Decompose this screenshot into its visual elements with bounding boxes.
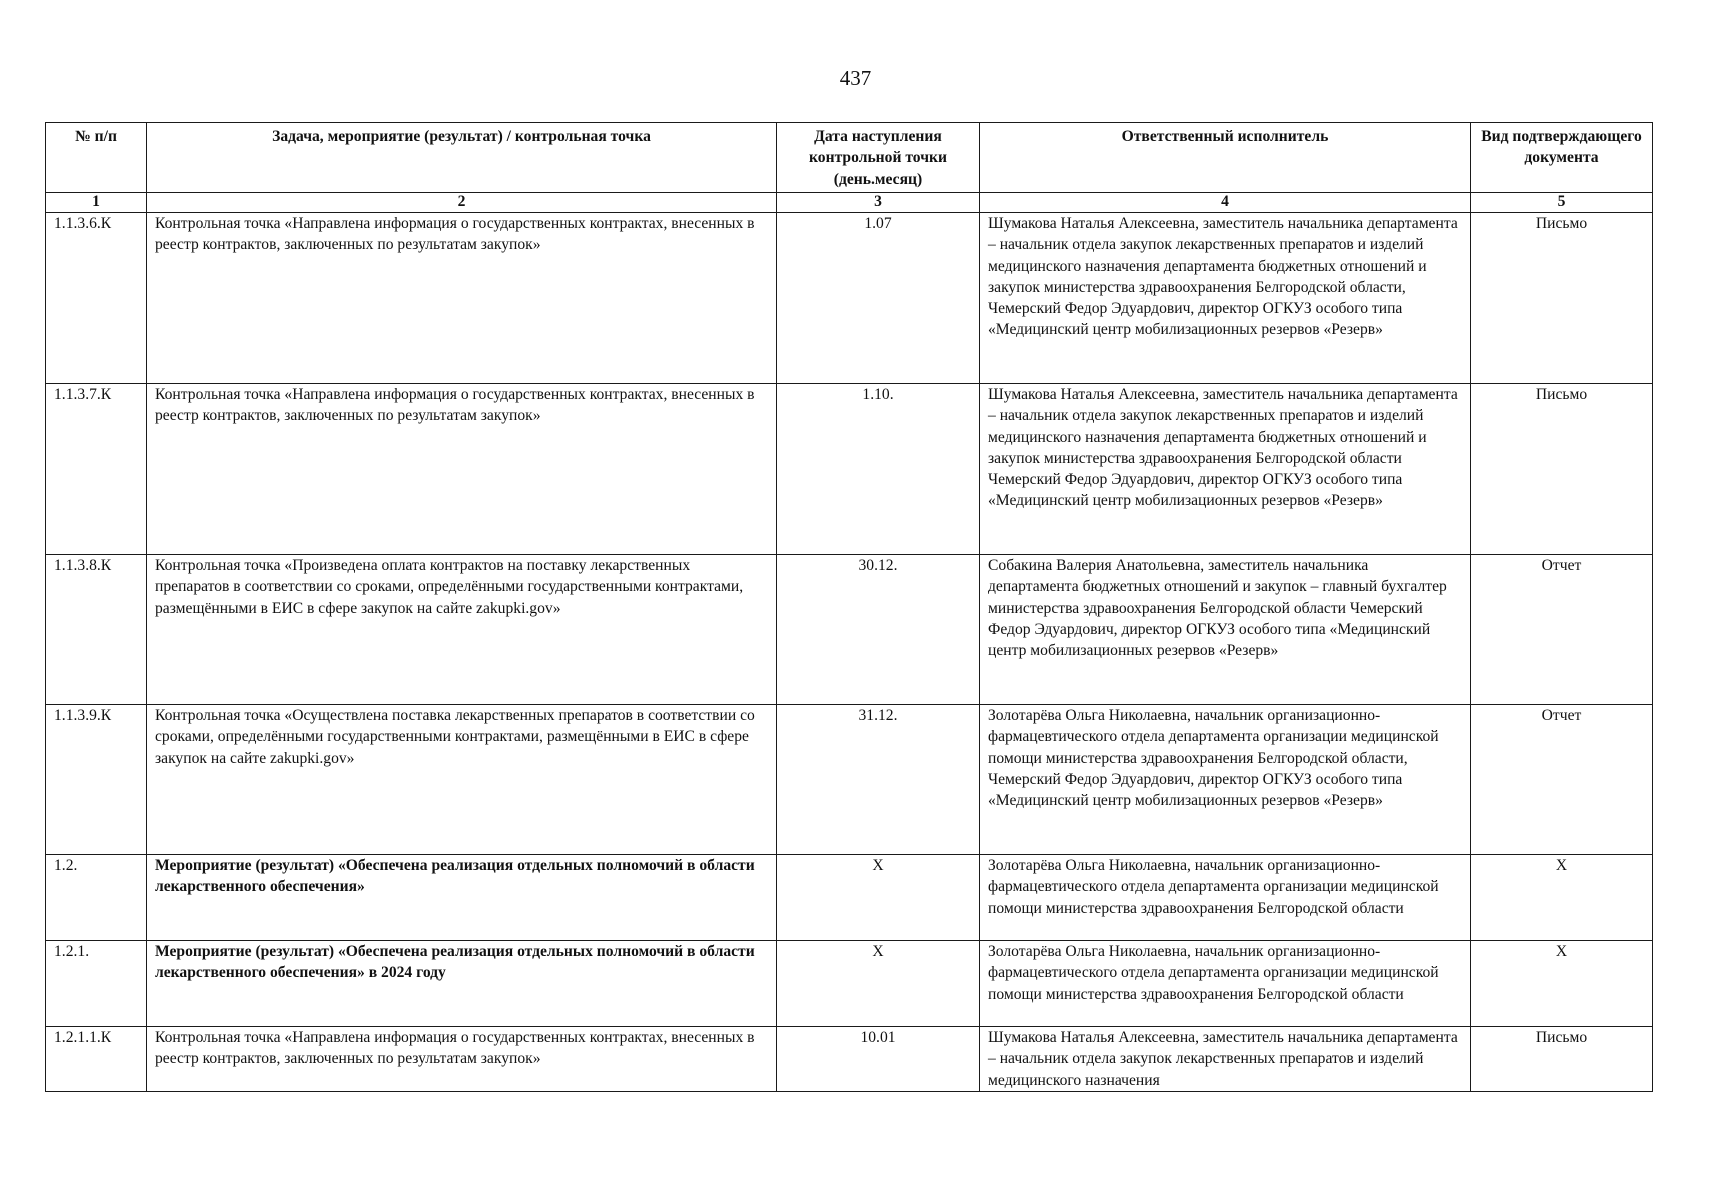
row-date: X xyxy=(777,941,980,1027)
row-task: Контрольная точка «Направлена информация о государственных контрактах, внесенных в реестр контрактов, заключенных по результатам закупок» xyxy=(147,1027,777,1092)
row-responsible: Золотарёва Ольга Николаевна, начальник организационно-фармацевтического отдела департамента организации медицинской помощи министерства здравоохранения Белгородской области xyxy=(980,941,1471,1027)
row-responsible: Шумакова Наталья Алексеевна, заместитель начальника департамента – начальник отдела закупок лекарственных препаратов и изделий медицинского назначения xyxy=(980,1027,1471,1092)
row-number: 1.1.3.8.К xyxy=(46,555,147,705)
table-row xyxy=(46,555,1653,705)
header-document-type: Вид подтверждающего документа xyxy=(1471,123,1653,193)
table-row xyxy=(46,384,1653,555)
row-number: 1.2. xyxy=(46,855,147,941)
row-task: Контрольная точка «Произведена оплата контрактов на поставку лекарственных препаратов в соответствии со сроками, определёнными государственными контрактами, размещёнными в ЕИС в сфере закупок на сайте zakupki.gov» xyxy=(147,555,777,705)
row-date: X xyxy=(777,855,980,941)
row-task: Мероприятие (результат) «Обеспечена реализация отдельных полномочий в области лекарственного обеспечения» в 2024 году xyxy=(147,941,777,1027)
table-row xyxy=(46,705,1653,855)
row-responsible: Собакина Валерия Анатольевна, заместитель начальника департамента бюджетных отношений и закупок – главный бухгалтер министерства здравоохранения Белгородской области Чемерский Федор Эдуардович, директор ОГКУЗ особого типа «Медицинский центр мобилизационных резервов «Резерв» xyxy=(980,555,1471,705)
control-points-table xyxy=(45,122,1653,1092)
column-number-1: 1 xyxy=(46,193,147,213)
row-responsible: Шумакова Наталья Алексеевна, заместитель начальника департамента – начальник отдела закупок лекарственных препаратов и изделий медицинского назначения департамента бюджетных отношений и закупок министерства здравоохранения Белгородской области, Чемерский Федор Эдуардович, директор ОГКУЗ особого типа «Медицинский центр мобилизационных резервов «Резерв» xyxy=(980,213,1471,384)
row-task: Мероприятие (результат) «Обеспечена реализация отдельных полномочий в области лекарственного обеспечения» xyxy=(147,855,777,941)
table-row xyxy=(46,941,1653,1027)
header-responsible: Ответственный исполнитель xyxy=(980,123,1471,193)
row-task: Контрольная точка «Осуществлена поставка лекарственных препаратов в соответствии со сроками, определёнными государственными контрактами, размещёнными в ЕИС в сфере закупок на сайте zakupki.gov» xyxy=(147,705,777,855)
header-task: Задача, мероприятие (результат) / контрольная точка xyxy=(147,123,777,193)
row-document-type: Письмо xyxy=(1471,1027,1653,1092)
table-body xyxy=(46,213,1653,1092)
header-row xyxy=(46,123,1653,193)
row-date: 1.10. xyxy=(777,384,980,555)
column-number-row xyxy=(46,193,1653,213)
column-number-2: 2 xyxy=(147,193,777,213)
row-document-type: Отчет xyxy=(1471,555,1653,705)
row-responsible: Золотарёва Ольга Николаевна, начальник организационно-фармацевтического отдела департамента организации медицинской помощи министерства здравоохранения Белгородской области xyxy=(980,855,1471,941)
table-row xyxy=(46,855,1653,941)
row-document-type: Отчет xyxy=(1471,705,1653,855)
row-date: 10.01 xyxy=(777,1027,980,1092)
page-number: 437 xyxy=(839,66,872,90)
row-responsible: Золотарёва Ольга Николаевна, начальник организационно-фармацевтического отдела департамента организации медицинской помощи министерства здравоохранения Белгородской области, Чемерский Федор Эдуардович, директор ОГКУЗ особого типа «Медицинский центр мобилизационных резервов «Резерв» xyxy=(980,705,1471,855)
table-row xyxy=(46,213,1653,384)
row-number: 1.2.1. xyxy=(46,941,147,1027)
column-number-5: 5 xyxy=(1471,193,1653,213)
row-number: 1.1.3.7.К xyxy=(46,384,147,555)
row-task: Контрольная точка «Направлена информация о государственных контрактах, внесенных в реестр контрактов, заключенных по результатам закупок» xyxy=(147,384,777,555)
row-document-type: Письмо xyxy=(1471,213,1653,384)
column-number-3: 3 xyxy=(777,193,980,213)
row-task: Контрольная точка «Направлена информация о государственных контрактах, внесенных в реестр контрактов, заключенных по результатам закупок» xyxy=(147,213,777,384)
column-number-4: 4 xyxy=(980,193,1471,213)
row-date: 31.12. xyxy=(777,705,980,855)
row-document-type: X xyxy=(1471,855,1653,941)
row-responsible: Шумакова Наталья Алексеевна, заместитель начальника департамента – начальник отдела закупок лекарственных препаратов и изделий медицинского назначения департамента бюджетных отношений и закупок министерства здравоохранения Белгородской области Чемерский Федор Эдуардович, директор ОГКУЗ особого типа «Медицинский центр мобилизационных резервов «Резерв» xyxy=(980,384,1471,555)
table-header xyxy=(46,123,1653,213)
header-date: Дата наступления контрольной точки (день.месяц) xyxy=(777,123,980,193)
table-row xyxy=(46,1027,1653,1092)
row-document-type: Письмо xyxy=(1471,384,1653,555)
row-date: 30.12. xyxy=(777,555,980,705)
row-document-type: X xyxy=(1471,941,1653,1027)
header-number: № п/п xyxy=(46,123,147,193)
row-number: 1.1.3.9.К xyxy=(46,705,147,855)
row-date: 1.07 xyxy=(777,213,980,384)
row-number: 1.2.1.1.К xyxy=(46,1027,147,1092)
row-number: 1.1.3.6.К xyxy=(46,213,147,384)
